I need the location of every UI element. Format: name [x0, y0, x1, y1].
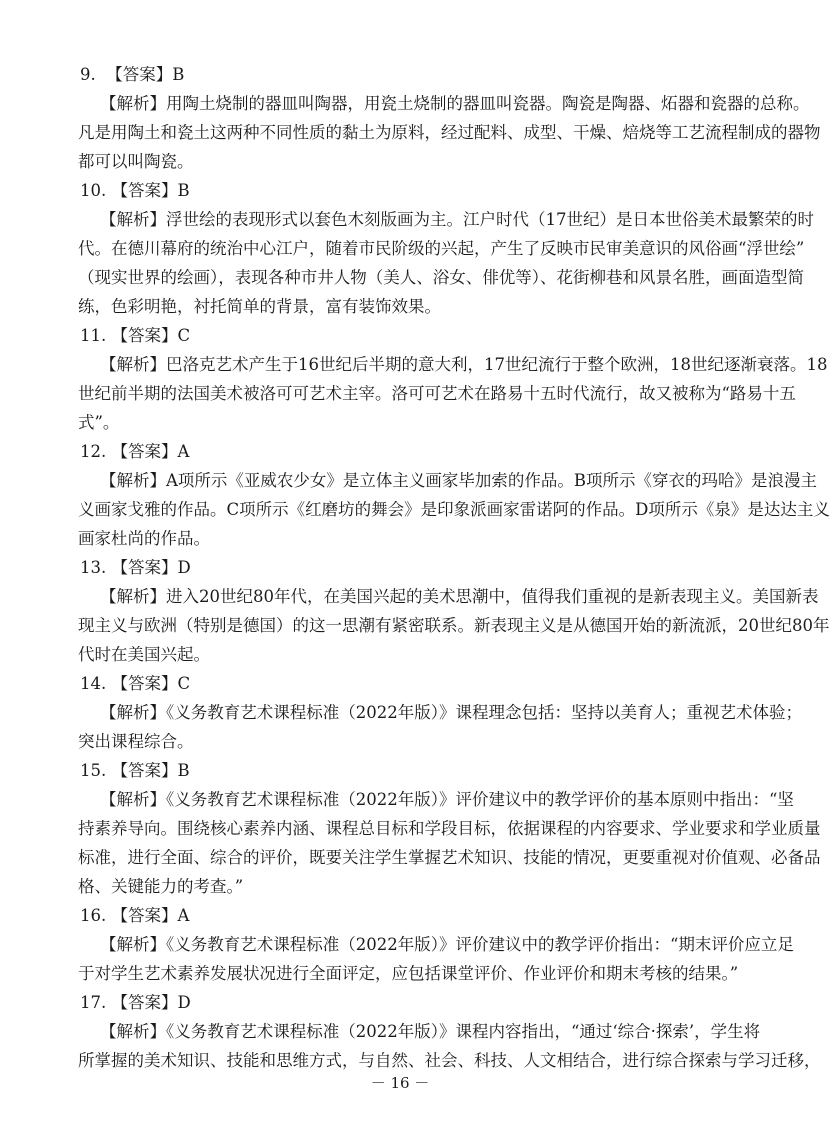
answer-item — [78, 669, 802, 756]
explanation-first-line: 【解析】进入20世纪80年代，在美国兴起的美术思潮中，值得我们重视的是新表现主义。美国新表 — [100, 587, 819, 606]
page-number: － 16 － — [370, 1074, 430, 1092]
explanation-line: 画家杜尚的作品。 — [78, 529, 210, 548]
explanation-first-line: 【解析】用陶土烧制的器皿叫陶器，用瓷土烧制的器皿叫瓷器。陶瓷是陶器、炻器和瓷器的总称。 — [100, 94, 810, 113]
answer-item — [78, 176, 814, 321]
explanation-first-line: 【解析】《义务教育艺术课程标准（2022年版）》课程内容指出，“通过‘综合·探索’，学生将 — [100, 1022, 761, 1041]
answer-item — [78, 901, 794, 988]
explanation-line: 练，色彩明艳，衬托简单的背景，富有装饰效果。 — [78, 297, 441, 316]
explanation-line: 义画家戈雅的作品。C项所示《红磨坊的舞会》是印象派画家雷诺阿的作品。D项所示《泉》是达达主义 — [78, 500, 830, 519]
explanation-line: 都可以叫陶瓷。 — [78, 152, 194, 171]
explanation-line: 代。在德川幕府的统治中心江户，随着市民阶级的兴起，产生了反映市民审美意识的风俗画“浮世绘” — [78, 239, 805, 258]
explanation-line: 标准，进行全面、综合的评价，既要关注学生掌握艺术知识、技能的情况，更要重视对价值观、必备品 — [78, 848, 821, 867]
explanation-line: 式”。 — [78, 413, 120, 432]
explanation-line: 世纪前半期的法国美术被洛可可艺术主宰。洛可可艺术在路易十五时代流行，故又被称为“路易十五 — [78, 384, 796, 403]
answer-item — [78, 553, 830, 669]
explanation-line: （现实世界的绘画），表现各种市井人物（美人、浴女、俳优等）、花街柳巷和风景名胜，画面造型简 — [78, 268, 804, 287]
answer-line: 9. 【答案】B — [80, 65, 185, 84]
explanation-line: 于对学生艺术素养发展状况进行全面评定，应包括课堂评价、作业评价和期末考核的结果。” — [78, 964, 739, 983]
explanation-line: 突出课程综合。 — [78, 732, 194, 751]
answer-line: 13. 【答案】D — [80, 558, 191, 577]
answer-line: 11. 【答案】C — [80, 326, 191, 345]
explanation-first-line: 【解析】《义务教育艺术课程标准（2022年版）》评价建议中的教学评价指出：“期末评价应立足 — [100, 935, 794, 954]
answer-item — [78, 437, 830, 553]
answer-line: 16. 【答案】A — [80, 906, 190, 925]
explanation-line: 凡是用陶土和瓷土这两种不同性质的黏土为原料，经过配料、成型、干燥、焙烧等工艺流程制成的器物 — [78, 123, 821, 142]
answer-item — [78, 321, 828, 437]
answer-item — [78, 756, 821, 901]
explanation-first-line: 【解析】浮世绘的表现形式以套色木刻版画为主。江户时代（17世纪）是日本世俗美术最繁荣的时 — [100, 210, 814, 229]
explanation-first-line: 【解析】《义务教育艺术课程标准（2022年版）》课程理念包括：坚持以美育人；重视艺术体验； — [100, 703, 802, 722]
explanation-line: 格、关键能力的考查。” — [78, 877, 244, 896]
answer-line: 10. 【答案】B — [80, 181, 190, 200]
explanation-line: 持素养导向。围绕核心素养内涵、课程总目标和学段目标，依据课程的内容要求、学业要求和学业质量 — [78, 819, 821, 838]
explanation-line: 现主义与欧洲（特别是德国）的这一思潮有紧密联系。新表现主义是从德国开始的新流派，20世纪80年 — [78, 616, 830, 635]
explanation-line: 所掌握的美术知识、技能和思维方式，与自然、社会、科技、人文相结合，进行综合探索与学习迁移， — [78, 1051, 821, 1070]
explanation-first-line: 【解析】巴洛克艺术产生于16世纪后半期的意大利，17世纪流行于整个欧洲，18世纪逐渐衰落。18 — [100, 355, 828, 374]
answer-item — [78, 988, 821, 1075]
answer-line: 15. 【答案】B — [80, 761, 190, 780]
explanation-first-line: 【解析】《义务教育艺术课程标准（2022年版）》评价建议中的教学评价的基本原则中指出：“坚 — [100, 790, 794, 809]
answer-line: 14. 【答案】C — [80, 674, 191, 693]
explanation-line: 代时在美国兴起。 — [78, 645, 210, 664]
answer-line: 12. 【答案】A — [80, 442, 190, 461]
explanation-first-line: 【解析】A项所示《亚威农少女》是立体主义画家毕加索的作品。B项所示《穿衣的玛哈》是浪漫主 — [100, 471, 818, 490]
answer-line: 17. 【答案】D — [80, 993, 191, 1012]
answer-item — [78, 60, 821, 176]
answer-explanations — [78, 60, 830, 1075]
